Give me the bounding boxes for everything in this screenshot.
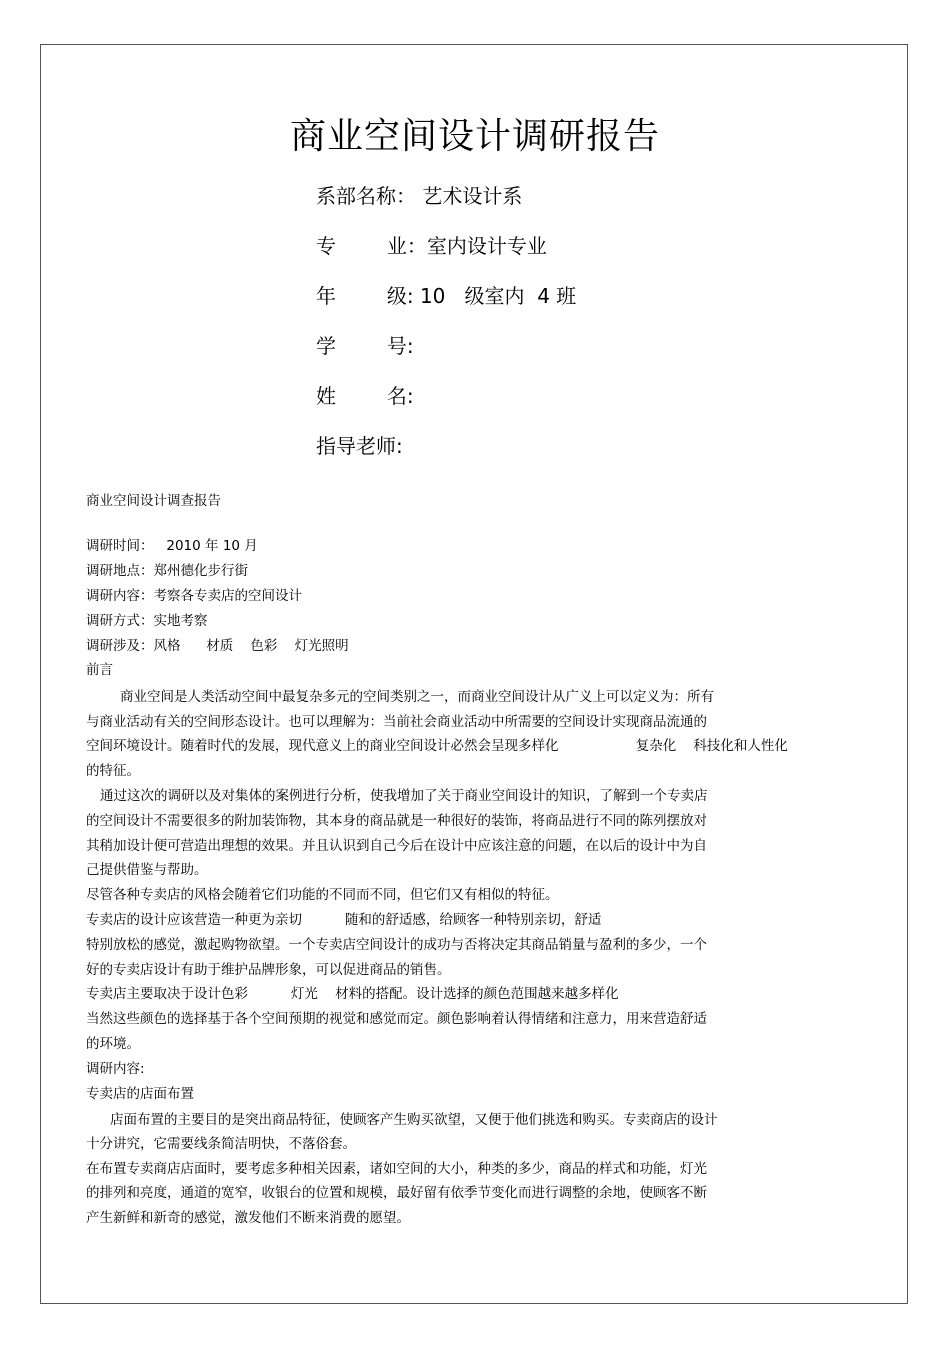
field-name: 姓 名: <box>316 384 414 408</box>
paragraph-line: 其稍加设计便可营造出理想的效果。并且认识到自己今后在设计中应该注意的问题，在以后的设计中为自 <box>86 838 707 854</box>
paragraph-line: 十分讲究，它需要线条简洁明快，不落俗套。 <box>86 1136 356 1152</box>
paragraph-line: 商业空间是人类活动空间中最复杂多元的空间类别之一，而商业空间设计从广义上可以定义为：所有 <box>120 689 714 705</box>
preface-label: 前言 <box>86 662 113 678</box>
paragraph-line: 产生新鲜和新奇的感觉，激发他们不断来消费的愿望。 <box>86 1210 410 1226</box>
paragraph-line: 当然这些颜色的选择基于各个空间预期的视觉和感觉而定。颜色影响着认得情绪和注意力，用来营造舒适 <box>86 1011 707 1027</box>
paragraph-line: 的特征。 <box>86 763 140 779</box>
field-grade: 年 级: 10 级室内 4 班 <box>316 284 577 308</box>
meta-scope: 调研涉及：风格 材质 色彩 灯光照明 <box>86 638 349 654</box>
paragraph-line: 空间环境设计。随着时代的发展，现代意义上的商业空间设计必然会呈现多样化 复杂化 科技化和人性化 <box>86 738 788 754</box>
report-title: 商业空间设计调研报告 <box>289 116 660 157</box>
paragraph-line: 的空间设计不需要很多的附加装饰物，其本身的商品就是一种很好的装饰，将商品进行不同的陈列摆放对 <box>86 813 707 829</box>
paragraph-line: 好的专卖店设计有助于维护品牌形象，可以促进商品的销售。 <box>86 962 451 978</box>
subsection-heading: 专卖店的店面布置 <box>86 1086 194 1102</box>
paragraph-line: 在布置专卖商店店面时，要考虑多种相关因素，诸如空间的大小，种类的多少，商品的样式和功能，灯光 <box>86 1161 707 1177</box>
paragraph-line: 特别放松的感觉，激起购物欲望。一个专卖店空间设计的成功与否将决定其商品销量与盈利的多少，一个 <box>86 937 707 953</box>
field-student-id: 学 号: <box>316 334 414 358</box>
meta-location: 调研地点：郑州德化步行街 <box>86 563 248 579</box>
subsection-label: 调研内容: <box>86 1061 145 1077</box>
field-department: 系部名称： 艺术设计系 <box>316 184 523 208</box>
paragraph-line: 己提供借鉴与帮助。 <box>86 862 208 878</box>
paragraph-line: 专卖店主要取决于设计色彩 灯光 材料的搭配。设计选择的颜色范围越来越多样化 <box>86 986 619 1002</box>
paragraph-line: 尽管各种专卖店的风格会随着它们功能的不同而不同，但它们又有相似的特征。 <box>86 887 559 903</box>
section-heading: 商业空间设计调查报告 <box>86 493 221 509</box>
field-major: 专 业：室内设计专业 <box>316 234 547 258</box>
paragraph-line: 的环境。 <box>86 1036 140 1052</box>
meta-content: 调研内容：考察各专卖店的空间设计 <box>86 588 302 604</box>
paragraph-line: 通过这次的调研以及对集体的案例进行分析，使我增加了关于商业空间设计的知识，了解到一个专卖店 <box>100 788 708 804</box>
paragraph-line: 店面布置的主要目的是突出商品特征，使顾客产生购买欲望，又便于他们挑选和购买。专卖商店的设计 <box>110 1112 718 1128</box>
meta-method: 调研方式：实地考察 <box>86 613 208 629</box>
paragraph-line: 专卖店的设计应该营造一种更为亲切 随和的舒适感，给顾客一种特别亲切，舒适 <box>86 912 602 928</box>
meta-time: 调研时间： 2010 年 10 月 <box>86 538 258 554</box>
paragraph-line: 的排列和亮度，通道的宽窄，收银台的位置和规模，最好留有依季节变化而进行调整的余地，使顾客不断 <box>86 1185 707 1201</box>
paragraph-line: 与商业活动有关的空间形态设计。也可以理解为：当前社会商业活动中所需要的空间设计实现商品流通的 <box>86 714 707 730</box>
field-advisor: 指导老师: <box>316 434 403 458</box>
